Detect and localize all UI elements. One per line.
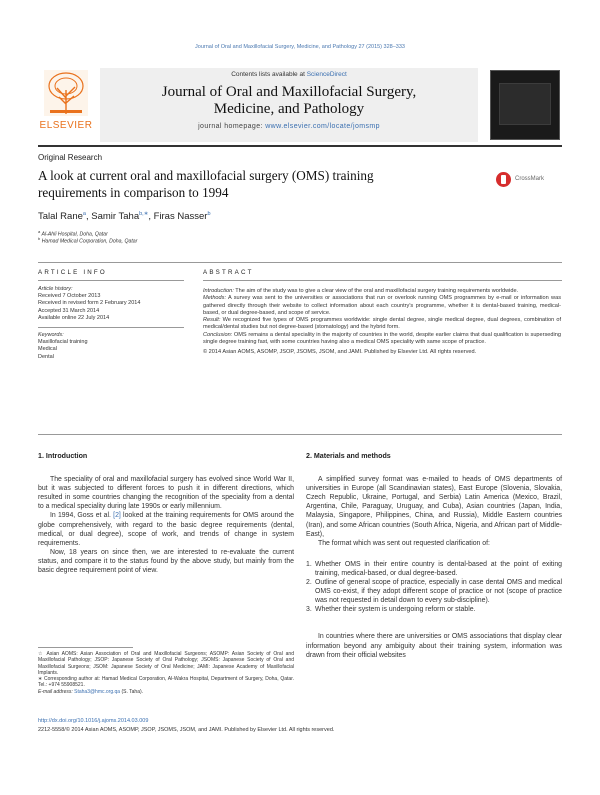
abstract-label: Introduction: [203, 288, 234, 294]
paragraph-gap [306, 614, 562, 632]
crossmark-badge[interactable] [496, 172, 556, 188]
abstract-heading: ABSTRACT [203, 269, 254, 276]
keyword: Maxillofacial training [38, 339, 88, 346]
sciencedirect-link[interactable]: ScienceDirect [306, 71, 347, 78]
journal-name [100, 84, 478, 118]
section-title-methods: 2. Materials and methods [306, 452, 391, 460]
abstract-text: A survey was sent to the universities or associations that run or overlook running OMS programmes by e-mail or information was gathered directly through their website to collect information about each country's programme, whether it is dental-based training, medical-based, or dual degree-based, and scope of service. [203, 295, 561, 316]
abstract-introduction [203, 288, 561, 295]
journal-header [38, 68, 562, 142]
footnote-rule [38, 647, 133, 648]
list-text: Outline of general scope of practice, especially in case dental OMS and medical OMS co-exist, if they adopt different scope of practice or not (scope of practice was not requested in detail down to every sub-discipline). [315, 579, 562, 605]
header-divider [38, 145, 562, 147]
author-list [38, 211, 211, 222]
list-item [306, 578, 562, 605]
journal-homepage [100, 123, 478, 130]
cover-artwork [499, 83, 551, 125]
keyword: Dental [38, 353, 54, 360]
abstract-methods [203, 295, 561, 317]
doi-link[interactable]: http://dx.doi.org/10.1016/j.ajoms.2014.03.009 [38, 718, 149, 724]
footnote-abbreviations: ☆ Asian AOMS: Asian Association of Oral and Maxillofacial Surgeons; ASOMP: Asian Society of Oral and Maxillofacial Pathology; JSOP: Japanese Society of Oral Pathology; JSOMS: Japanese Society of Oral and Maxillofacial Surgeons; JSOM: Japanese Society of Oral Medicine; JAMI: Japanese Academy of Maxillofacial Implants. [38, 651, 294, 676]
intro-paragraph-3: Now, 18 years on since then, we are interested to re-evaluate the current status, and compare it to the status found by the above study, but mainly from the basic degree requirement point of view. [38, 548, 294, 575]
list-number: 3. [306, 606, 312, 614]
intro-paragraph-1: The speciality of oral and maxillofacial surgery has evolved since World War II, but it was subjected to different forces to push it in different directions, which resulted in some countries changing the recognition of the speciality from a dental to a medical speciality during late 1990s or early millennium. [38, 476, 294, 511]
homepage-prefix: journal homepage: [198, 123, 266, 130]
journal-banner [100, 68, 478, 142]
homepage-link[interactable]: www.elsevier.com/locate/jomsmp [265, 123, 380, 130]
footnotes [38, 651, 294, 695]
author-name: Talal Rane [38, 211, 83, 223]
reference-link[interactable]: [2] [113, 512, 121, 520]
article-title [38, 167, 458, 201]
footer-copyright: 2212-5558/© 2014 Asian AOMS, ASOMP, JSOP, JSOMS, JSOM, and JAMI. Published by Elsevier Ltd. All rights reserved. [38, 727, 335, 733]
article-section-type: Original Research [38, 153, 103, 162]
intro-text: In 1994, Goss et al. [50, 512, 114, 520]
footnote-corresponding: ∗ Corresponding author at: Hamad Medical Corporation, Al-Wakra Hospital, Department of Surgery, Doha, Qatar. Tel.: +974 55908521. [38, 676, 294, 689]
contents-line [100, 68, 478, 78]
abstract-text: We recognized five types of OMS programmes worldwide: single dental degree, single medical degree, dual degrees, combination of medical/dental studies but not degree-based (stomatology) and the hybrid form. [203, 317, 561, 331]
journal-cover-image [490, 70, 560, 140]
abstract-text: The aim of the study was to give a clear view of the oral and maxillofacial surgery training requirements worldwide. [233, 288, 519, 294]
list-number: 2. [306, 579, 312, 587]
abstract-body [203, 288, 561, 357]
journal-citation: Journal of Oral and Maxillofacial Surgery, Medicine, and Pathology 27 (2015) 328–333 [195, 44, 405, 50]
author-name: Samir Taha [91, 211, 140, 223]
history-revised: Received in revised form 2 February 2014 [38, 300, 141, 307]
abstract-label: Conclusion: [203, 331, 233, 338]
keywords-label: Keywords: [38, 332, 64, 339]
abstract-heading-rule [203, 280, 562, 281]
list-number: 1. [306, 560, 312, 568]
crossmark-icon [496, 172, 511, 187]
section-title-introduction: 1. Introduction [38, 452, 88, 460]
column-right [306, 452, 562, 660]
methods-paragraph-1: A simplified survey format was e-mailed to heads of OMS departments of universities in Europe (all Scandinavian states), East Europe (Slovenia, Slovakia, Czech Republic, Ukraine, Portugal, and Serbia) Latin America (Mexico, Brazil, Argentina, Chile, Paraguay, Uruguay, and Cuba), Asian countries (Japan, India, Malaysia, Singapore, Philippines, China, and Russia), Middle Eastern countries (Iran), and some African countries (South Africa, Nigeria, and African part of Middle-East), [306, 476, 562, 538]
journal-name-line2: Medicine, and Pathology [213, 101, 365, 117]
elsevier-logo [38, 70, 94, 138]
affiliation-b [38, 236, 137, 245]
history-label: Article history: [38, 286, 73, 292]
keyword: Medical [38, 346, 57, 353]
info-heading-rule [38, 280, 184, 281]
crossmark-label: CrossMark [515, 176, 545, 182]
abstract-label: Result: [203, 317, 221, 324]
list-item [306, 560, 562, 578]
email-suffix: (S. Taha). [120, 688, 144, 695]
list-item [306, 605, 562, 614]
list-text: Whether OMS in their entire country is dental-based at the point of exiting training, medical-based, or dual degree-based. [315, 560, 562, 577]
list-text: Whether their system is undergoing reform or stable. [315, 606, 476, 614]
author-name: Firas Nasser [153, 211, 208, 223]
author-separator: , [85, 211, 92, 223]
contents-prefix: Contents lists available at [231, 71, 307, 78]
abstract-result [203, 317, 561, 332]
article-info-heading: ARTICLE INFO [38, 269, 107, 276]
article-info [38, 286, 183, 361]
email-label: E-mail address: [38, 688, 75, 695]
article-title-line2: requirements in comparison to 1994 [38, 185, 229, 200]
abstract-text: OMS remains a dental speciality in the majority of countries in the world, despite earlier claims that dual qualification is superseding single degree training fast, with some countries having also a medical OMS speciality with same scope of practice. [203, 331, 561, 346]
column-left [38, 452, 294, 575]
affiliation-mark: a [38, 229, 41, 234]
article-title-line1: A look at current oral and maxillofacial surgery (OMS) training [38, 168, 374, 183]
intro-paragraph-2 [38, 511, 294, 547]
methods-paragraph-2: The format which was sent out requested clarification of: [318, 539, 490, 547]
author-affil-mark[interactable]: b,∗ [139, 211, 149, 217]
keywords-rule [38, 327, 184, 328]
elsevier-wordmark: ELSEVIER [39, 120, 93, 131]
affiliation-text: Hamad Medical Corporation, Doha, Qatar [41, 238, 138, 245]
clarification-list [306, 560, 562, 615]
info-top-rule [38, 262, 562, 263]
history-received: Received 7 October 2013 [38, 293, 101, 300]
intro-text: looked at the training requirements for OMS around the globe comprehensively, with regard to the basic degree requirements (dental, medical, or dual degree), scope of work, and trends of change in system requirements. [38, 512, 294, 547]
author-affil-mark[interactable]: b [207, 211, 211, 217]
history-online: Available online 22 July 2014 [38, 314, 110, 321]
elsevier-tree-icon [44, 70, 88, 116]
footnote-email [38, 689, 294, 695]
abstract-copyright: © 2014 Asian AOMS, ASOMP, JSOP, JSOMS, JSOM, and JAMI. Published by Elsevier Ltd. All rights reserved. [203, 349, 477, 356]
journal-name-line1: Journal of Oral and Maxillofacial Surgery, [161, 84, 417, 100]
author-separator: , [148, 211, 154, 223]
affiliation-text: Al-Ahli Hospital, Doha, Qatar [41, 231, 108, 238]
abstract-label: Methods: [203, 295, 227, 302]
abstract-bottom-rule [38, 434, 562, 435]
affiliation-mark: b [38, 236, 41, 241]
history-accepted: Accepted 31 March 2014 [38, 307, 100, 314]
author-affil-mark[interactable]: a [82, 211, 86, 217]
methods-paragraph-3: In countries where there are universities or OMS associations that display clear information beyond any ambiguity about their training system, information was drawn from their official websites [306, 633, 562, 659]
email-link[interactable]: Staha3@hmc.org.qa [74, 688, 121, 695]
abstract-conclusion [203, 332, 561, 347]
